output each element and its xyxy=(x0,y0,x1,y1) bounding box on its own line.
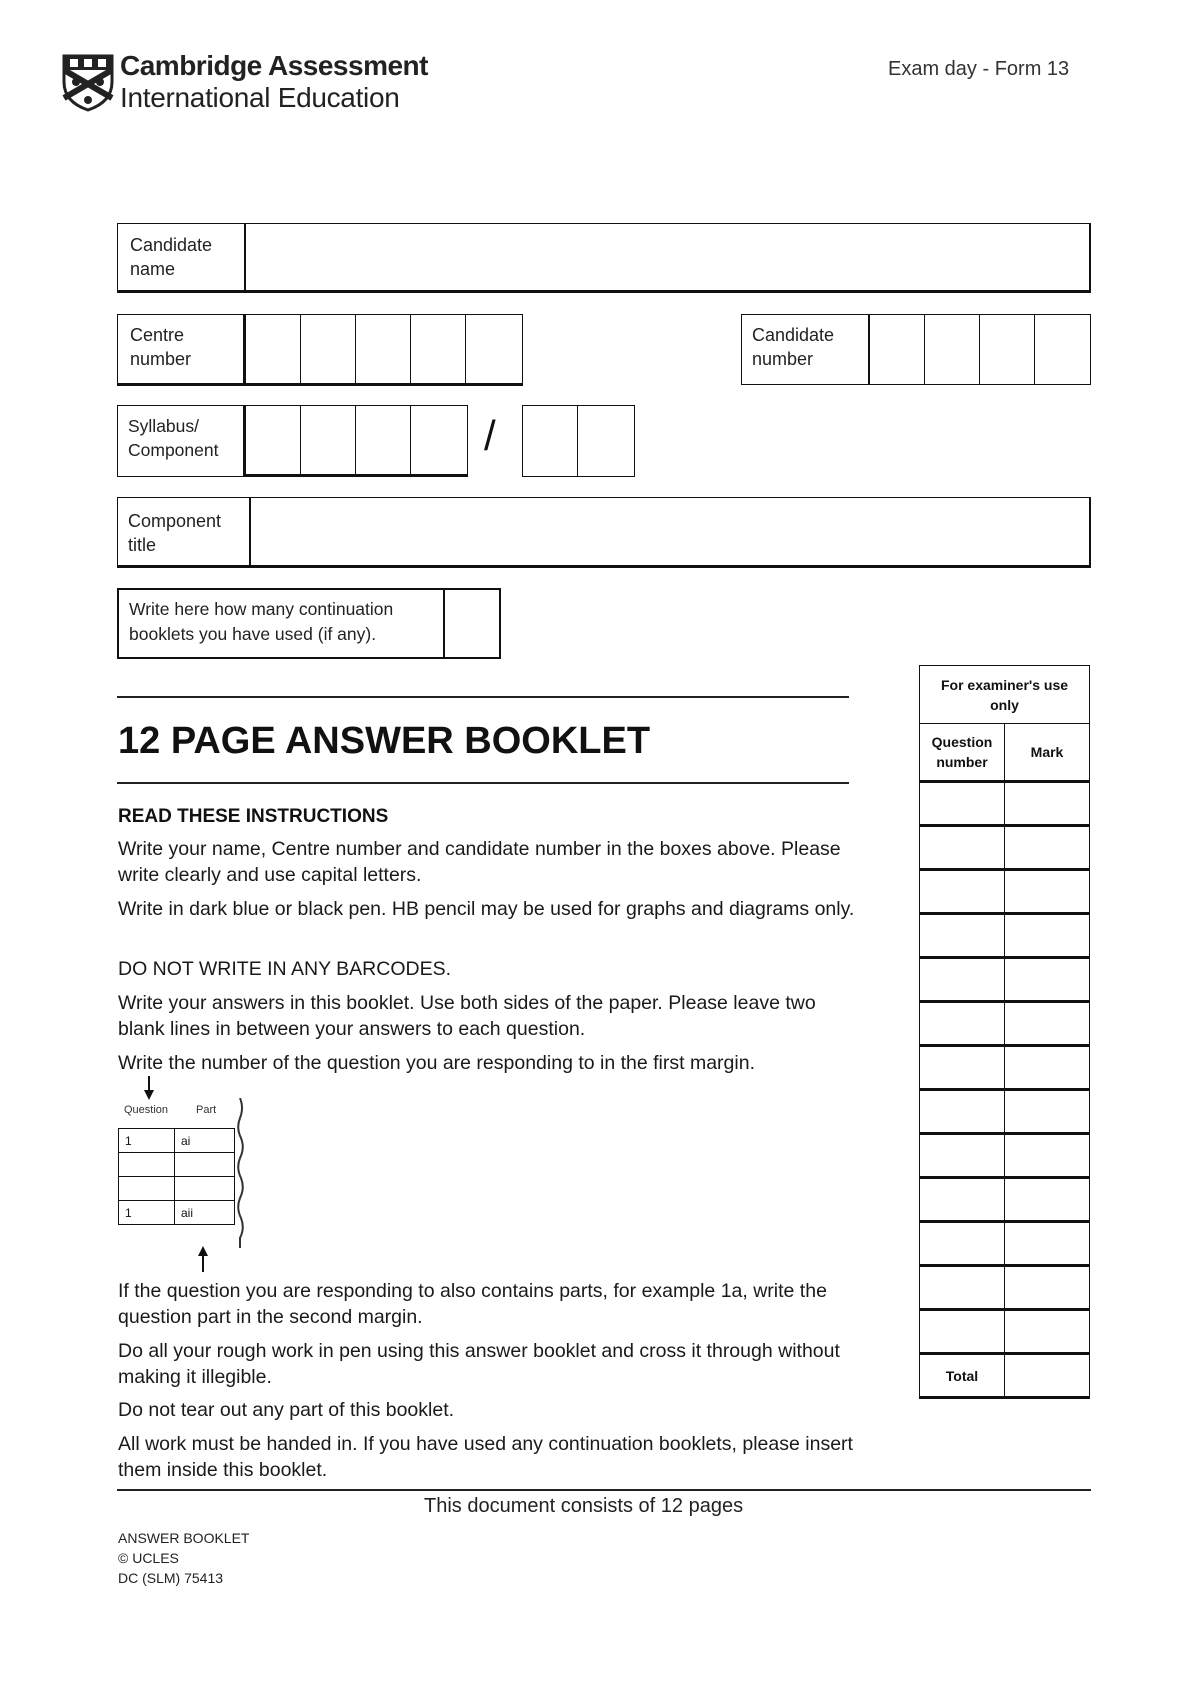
syllabus-digit-3[interactable] xyxy=(355,405,411,477)
footer-line-1: ANSWER BOOKLET xyxy=(118,1530,250,1546)
examiner-question-cell[interactable] xyxy=(920,1310,1005,1354)
examiner-mark-cell[interactable] xyxy=(1005,958,1090,1002)
candidate-number-digit-1[interactable] xyxy=(869,314,925,385)
examiner-col-mark: Mark xyxy=(1005,724,1090,782)
centre-number-digit-5[interactable] xyxy=(465,314,523,386)
title-rule-top xyxy=(117,696,849,698)
syllabus-digit-4[interactable] xyxy=(410,405,468,477)
examiner-mark-cell[interactable] xyxy=(1005,1266,1090,1310)
form-label: Exam day - Form 13 xyxy=(888,58,1070,80)
margin-question-label: Question xyxy=(124,1104,169,1116)
examiner-question-cell[interactable] xyxy=(920,1134,1005,1178)
examiner-total-cell[interactable] xyxy=(1005,1354,1090,1398)
arrow-down-icon xyxy=(142,1076,156,1102)
margin-row1-part: ai xyxy=(175,1129,235,1153)
examiner-question-cell[interactable] xyxy=(920,1266,1005,1310)
component-title-field[interactable] xyxy=(252,500,1087,563)
margin-example-table xyxy=(118,1128,235,1225)
examiner-question-cell[interactable] xyxy=(920,826,1005,870)
instruction-7: Do all your rough work in pen using this answer booklet and cross it through without making it illegible. xyxy=(118,1340,840,1388)
centre-number-label: Centre number xyxy=(130,325,192,369)
torn-edge-decoration xyxy=(234,1098,248,1248)
university-crest-logo xyxy=(60,52,116,112)
examiner-question-cell[interactable] xyxy=(920,782,1005,826)
instruction-9: All work must be handed in. If you have used any continuation booklets, please insert them inside this booklet. xyxy=(118,1433,853,1481)
component-digit-2[interactable] xyxy=(577,405,635,477)
syllabus-digit-2[interactable] xyxy=(300,405,356,477)
page-title: 12 PAGE ANSWER BOOKLET xyxy=(118,720,651,762)
syllabus-component-label: Syllabus/ Component xyxy=(128,416,219,460)
arrow-up-icon xyxy=(196,1246,210,1272)
brand-name: Cambridge Assessment xyxy=(120,50,428,81)
page-count: This document consists of 12 pages xyxy=(424,1495,744,1517)
instruction-8: Do not tear out any part of this booklet. xyxy=(118,1399,455,1421)
candidate-number-label: Candidate number xyxy=(752,325,835,369)
component-digit-1[interactable] xyxy=(522,405,578,477)
title-rule-bottom xyxy=(117,782,849,784)
candidate-name-label: Candidate name xyxy=(130,235,213,279)
footer-line-2: © UCLES xyxy=(118,1550,179,1566)
continuation-label: Write here how many continuation booklets you have used (if any). xyxy=(129,599,394,644)
candidate-number-digit-4[interactable] xyxy=(1034,314,1091,385)
examiner-col-question: Question number xyxy=(920,724,1005,782)
margin-row4-part: aii xyxy=(175,1201,235,1225)
examiner-mark-cell[interactable] xyxy=(1005,1310,1090,1354)
brand-subtitle: International Education xyxy=(120,82,400,113)
examiner-question-cell[interactable] xyxy=(920,1090,1005,1134)
instruction-3: DO NOT WRITE IN ANY BARCODES. xyxy=(118,958,451,980)
candidate-number-digit-3[interactable] xyxy=(979,314,1035,385)
syllabus-digit-1[interactable] xyxy=(245,405,301,477)
examiner-question-cell[interactable] xyxy=(920,1002,1005,1046)
examiner-heading: For examiner's use only xyxy=(920,666,1090,724)
margin-part-label: Part xyxy=(196,1104,217,1116)
instruction-2: Write in dark blue or black pen. HB pencil may be used for graphs and diagrams only. xyxy=(118,898,855,920)
continuation-count-field[interactable] xyxy=(446,591,498,656)
footer-rule xyxy=(117,1489,1091,1491)
examiner-table xyxy=(919,665,1090,1399)
centre-number-digit-3[interactable] xyxy=(355,314,411,386)
examiner-mark-cell[interactable] xyxy=(1005,782,1090,826)
examiner-mark-cell[interactable] xyxy=(1005,1002,1090,1046)
examiner-question-cell[interactable] xyxy=(920,870,1005,914)
examiner-question-cell[interactable] xyxy=(920,914,1005,958)
instructions-heading: READ THESE INSTRUCTIONS xyxy=(118,806,389,827)
candidate-number-digit-2[interactable] xyxy=(924,314,980,385)
footer-line-3: DC (SLM) 75413 xyxy=(118,1570,224,1586)
examiner-mark-cell[interactable] xyxy=(1005,1090,1090,1134)
examiner-question-cell[interactable] xyxy=(920,1222,1005,1266)
examiner-mark-cell[interactable] xyxy=(1005,914,1090,958)
candidate-name-field[interactable] xyxy=(247,226,1087,288)
margin-row4-question: 1 xyxy=(119,1201,175,1225)
instruction-4: Write your answers in this booklet. Use both sides of the paper. Please leave two blank lines in between your answers to each question. xyxy=(118,992,816,1040)
syllabus-separator: / xyxy=(484,412,496,459)
examiner-mark-cell[interactable] xyxy=(1005,826,1090,870)
examiner-total-label: Total xyxy=(920,1354,1005,1398)
instruction-5: Write the number of the question you are responding to in the first margin. xyxy=(118,1052,755,1074)
centre-number-digit-4[interactable] xyxy=(410,314,466,386)
examiner-question-cell[interactable] xyxy=(920,1046,1005,1090)
examiner-question-cell[interactable] xyxy=(920,958,1005,1002)
examiner-mark-cell[interactable] xyxy=(1005,1046,1090,1090)
examiner-question-cell[interactable] xyxy=(920,1178,1005,1222)
examiner-mark-cell[interactable] xyxy=(1005,870,1090,914)
examiner-mark-cell[interactable] xyxy=(1005,1134,1090,1178)
component-title-label: Component title xyxy=(128,511,222,555)
examiner-mark-cell[interactable] xyxy=(1005,1178,1090,1222)
margin-row1-question: 1 xyxy=(119,1129,175,1153)
centre-number-digit-2[interactable] xyxy=(300,314,356,386)
instruction-6: If the question you are responding to also contains parts, for example 1a, write the question part in the second margin. xyxy=(118,1280,827,1328)
examiner-mark-cell[interactable] xyxy=(1005,1222,1090,1266)
centre-number-digit-1[interactable] xyxy=(245,314,301,386)
instruction-1: Write your name, Centre number and candidate number in the boxes above. Please write clearly and use capital letters. xyxy=(118,838,841,886)
